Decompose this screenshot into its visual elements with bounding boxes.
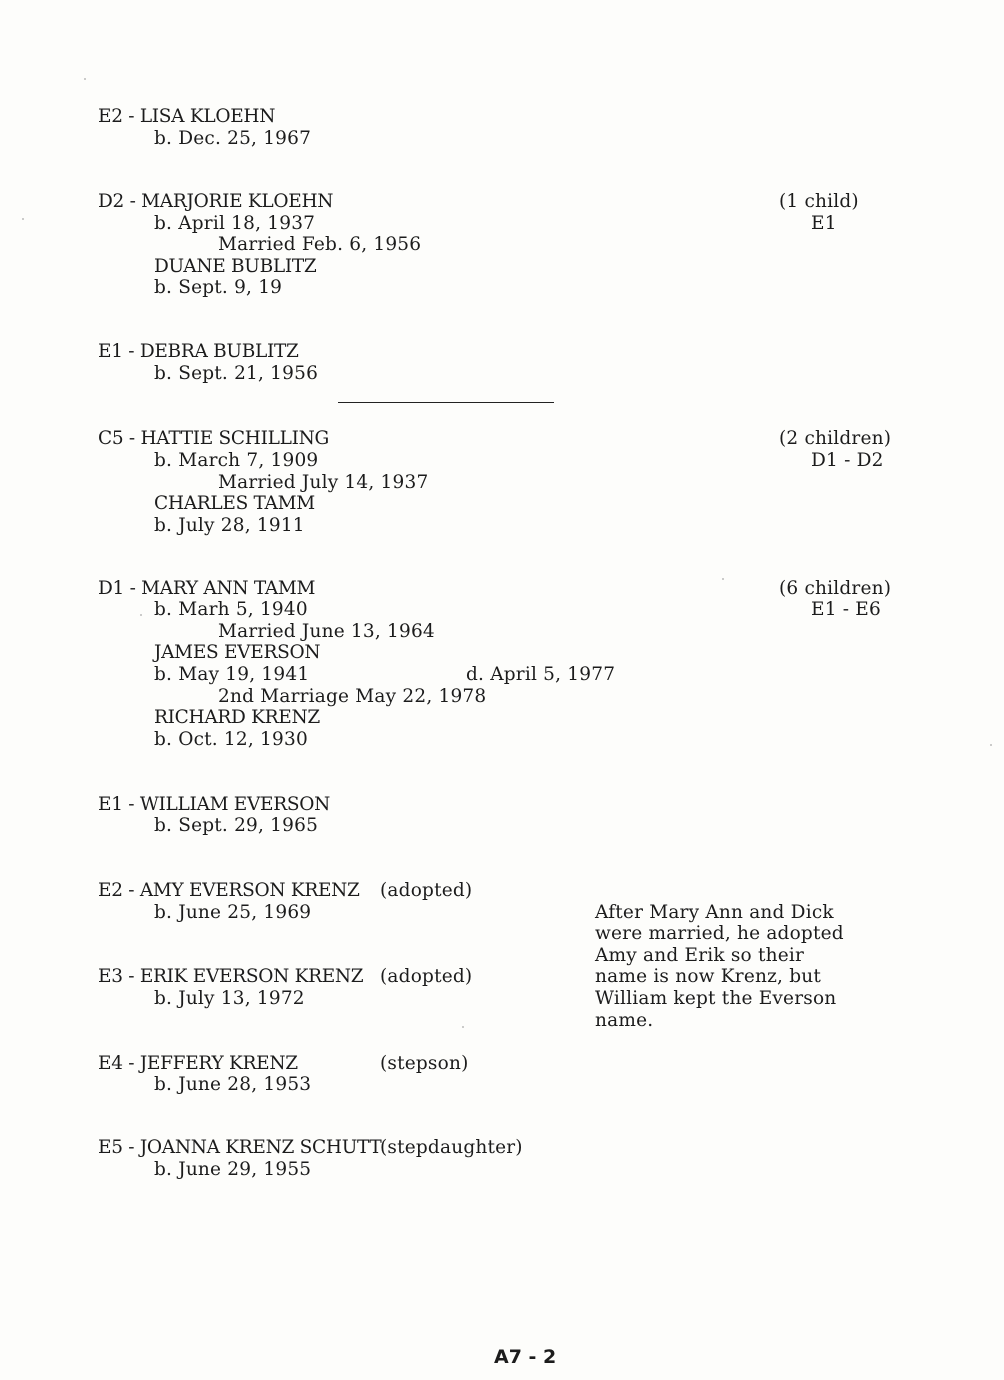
- second-spouse-birth-date: b. Oct. 12, 1930: [154, 729, 308, 750]
- marriage-date: Married July 14, 1937: [218, 472, 429, 493]
- spouse-name: JAMES EVERSON: [154, 642, 321, 663]
- birth-date: b. July 13, 1972: [154, 988, 305, 1009]
- relation-note: (adopted): [380, 880, 473, 901]
- side-note-line: After Mary Ann and Dick: [595, 902, 834, 923]
- scan-speck: [462, 1026, 464, 1028]
- side-note-line: Amy and Erik so their: [595, 945, 805, 966]
- birth-date: b. Dec. 25, 1967: [154, 128, 312, 149]
- side-note-line: name is now Krenz, but: [595, 966, 822, 987]
- second-marriage-date: 2nd Marriage May 22, 1978: [218, 686, 487, 707]
- relation-note: (stepson): [380, 1053, 469, 1074]
- side-note-line: were married, he adopted: [595, 923, 844, 944]
- children-count: (6 children): [779, 578, 892, 599]
- entry-code: E2 - AMY EVERSON KRENZ: [98, 880, 360, 901]
- marriage-date: Married Feb. 6, 1956: [218, 234, 422, 255]
- birth-date: b. June 28, 1953: [154, 1074, 312, 1095]
- spouse-birth-date: b. May 19, 1941: [154, 664, 310, 685]
- scan-speck: [140, 614, 142, 616]
- birth-date: b. Sept. 29, 1965: [154, 815, 319, 836]
- children-count: (2 children): [779, 428, 892, 449]
- person-name: JEFFERY KRENZ: [139, 1053, 298, 1074]
- side-note-line: William kept the Everson: [595, 988, 837, 1009]
- marriage-date: Married June 13, 1964: [218, 621, 435, 642]
- entry-code: E4 - JEFFERY KRENZ: [98, 1053, 298, 1074]
- person-name: HATTIE SCHILLING: [140, 428, 329, 449]
- page-number: A7 - 2: [494, 1346, 557, 1368]
- entry-code: E3 - ERIK EVERSON KRENZ: [98, 966, 364, 987]
- second-spouse-name: RICHARD KRENZ: [154, 707, 320, 728]
- person-name: MARJORIE KLOEHN: [141, 191, 334, 212]
- relation-note: (stepdaughter): [380, 1137, 523, 1158]
- entry-code: D1 - MARY ANN TAMM: [98, 578, 316, 599]
- person-name: ERIK EVERSON KRENZ: [139, 966, 364, 987]
- birth-date: b. April 18, 1937: [154, 213, 316, 234]
- entry-code: E1 - WILLIAM EVERSON: [98, 794, 331, 815]
- person-name: AMY EVERSON KRENZ: [139, 880, 360, 901]
- person-name: LISA KLOEHN: [139, 106, 276, 127]
- children-codes: E1: [811, 213, 837, 234]
- section-divider: [338, 402, 554, 403]
- birth-date: b. June 25, 1969: [154, 902, 312, 923]
- entry-code: E1 - DEBRA BUBLITZ: [98, 341, 299, 362]
- children-codes: E1 - E6: [811, 599, 881, 620]
- entry-code: C5 - HATTIE SCHILLING: [98, 428, 329, 449]
- entry-code: E2 - LISA KLOEHN: [98, 106, 276, 127]
- birth-date: b. Sept. 21, 1956: [154, 363, 319, 384]
- scan-speck: [22, 218, 24, 220]
- relation-note: (adopted): [380, 966, 473, 987]
- spouse-name: DUANE BUBLITZ: [154, 256, 317, 277]
- person-name: MARY ANN TAMM: [141, 578, 316, 599]
- person-name: JOANNA KRENZ SCHUTT: [139, 1137, 382, 1158]
- scan-speck: [722, 578, 724, 580]
- scan-speck: [84, 78, 86, 80]
- birth-date: b. March 7, 1909: [154, 450, 319, 471]
- person-name: WILLIAM EVERSON: [139, 794, 331, 815]
- spouse-birth-date: b. Sept. 9, 19: [154, 277, 283, 298]
- person-name: DEBRA BUBLITZ: [139, 341, 299, 362]
- birth-date: b. Marh 5, 1940: [154, 599, 308, 620]
- scan-speck: [990, 744, 992, 746]
- children-count: (1 child): [779, 191, 859, 212]
- entry-code: D2 - MARJORIE KLOEHN: [98, 191, 334, 212]
- entry-code: E5 - JOANNA KRENZ SCHUTT: [98, 1137, 382, 1158]
- spouse-death-date: d. April 5, 1977: [466, 664, 616, 685]
- spouse-birth-date: b. July 28, 1911: [154, 515, 305, 536]
- birth-date: b. June 29, 1955: [154, 1159, 312, 1180]
- children-codes: D1 - D2: [811, 450, 884, 471]
- side-note-line: name.: [595, 1010, 654, 1031]
- spouse-name: CHARLES TAMM: [154, 493, 315, 514]
